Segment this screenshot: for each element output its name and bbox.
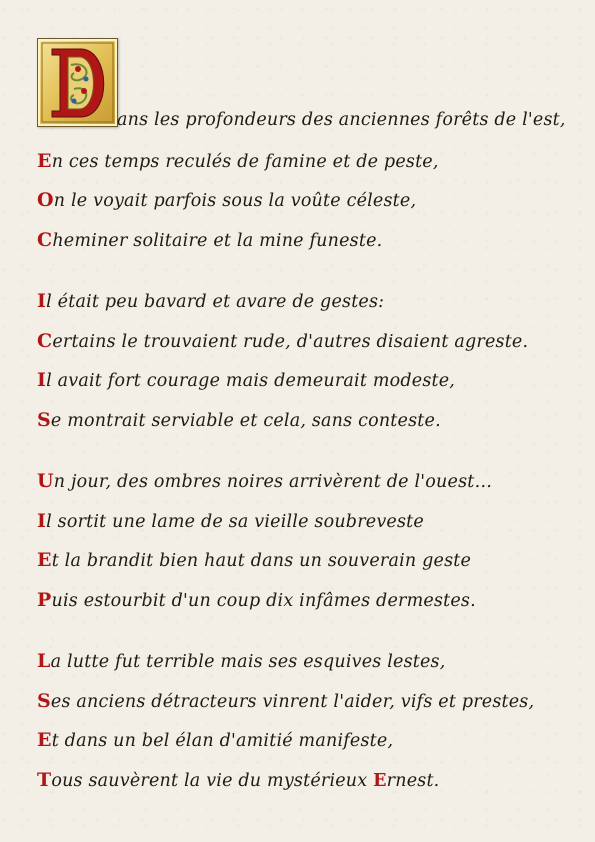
- initial-capital: U: [37, 470, 54, 492]
- poem-line: [37, 409, 441, 431]
- poem-line: [37, 589, 476, 611]
- poem-line: [37, 470, 492, 492]
- initial-capital: S: [37, 689, 51, 712]
- line-text: l sortit une lame de sa vieille soubreveste: [46, 511, 424, 532]
- line-text: ous sauvèrent la vie du mystérieux: [51, 770, 374, 791]
- line-text: n le voyait parfois sous la voûte céleste,: [53, 191, 417, 211]
- highlighted-capital: E: [373, 770, 387, 791]
- poem-line: [37, 549, 471, 571]
- poem-line: [37, 290, 384, 312]
- line-tail: rnest.: [386, 770, 440, 791]
- initial-capital: T: [37, 768, 52, 791]
- poem-line: [37, 229, 382, 251]
- poem-line: [37, 769, 439, 791]
- line-text: t dans un bel élan d'amitié manifeste,: [51, 731, 394, 751]
- dropcap-ornament-icon: [38, 39, 117, 126]
- initial-capital: I: [37, 369, 47, 391]
- poem-line: [37, 189, 416, 211]
- illuminated-dropcap: [37, 38, 118, 127]
- initial-capital: E: [37, 149, 52, 172]
- initial-capital: L: [37, 650, 51, 672]
- initial-capital: I: [37, 290, 47, 312]
- line-text: n jour, des ombres noires arrivèrent de l'ouest…: [53, 472, 493, 492]
- line-text: ans les profondeurs des anciennes forêts de l'est,: [117, 110, 566, 130]
- line-text: es anciens détracteurs vinrent l'aider, vifs et prestes,: [50, 691, 535, 712]
- line-text: l était peu bavard et avare de gestes:: [46, 292, 385, 312]
- initial-capital: E: [37, 729, 52, 751]
- line-text: heminer solitaire et la mine funeste.: [52, 230, 383, 251]
- line-text: t la brandit bien haut dans un souverain geste: [51, 551, 472, 571]
- poem-line: [37, 150, 439, 172]
- poem-line: [37, 330, 528, 352]
- initial-capital: C: [37, 329, 53, 352]
- line-text: n ces temps reculés de famine et de peste,: [51, 151, 439, 172]
- initial-capital: S: [37, 408, 51, 431]
- poem-line: [37, 729, 393, 751]
- poem-line: [37, 690, 534, 712]
- line-text: ertains le trouvaient rude, d'autres disaient agreste.: [52, 331, 529, 352]
- initial-capital: E: [37, 549, 52, 571]
- line-text: l avait fort courage mais demeurait modeste,: [46, 371, 456, 391]
- line-text: a lutte fut terrible mais ses esquives lestes,: [50, 652, 446, 672]
- poem-line: [117, 110, 566, 130]
- poem-line: [37, 650, 446, 672]
- initial-capital: I: [37, 509, 47, 532]
- poem-line: [37, 510, 424, 532]
- initial-capital: O: [37, 189, 54, 211]
- initial-capital: P: [37, 588, 52, 611]
- initial-capital: C: [37, 228, 53, 251]
- line-text: uis estourbit d'un coup dix infâmes dermestes.: [51, 590, 476, 611]
- poem-line: [37, 369, 455, 391]
- line-text: e montrait serviable et cela, sans conteste.: [50, 410, 441, 431]
